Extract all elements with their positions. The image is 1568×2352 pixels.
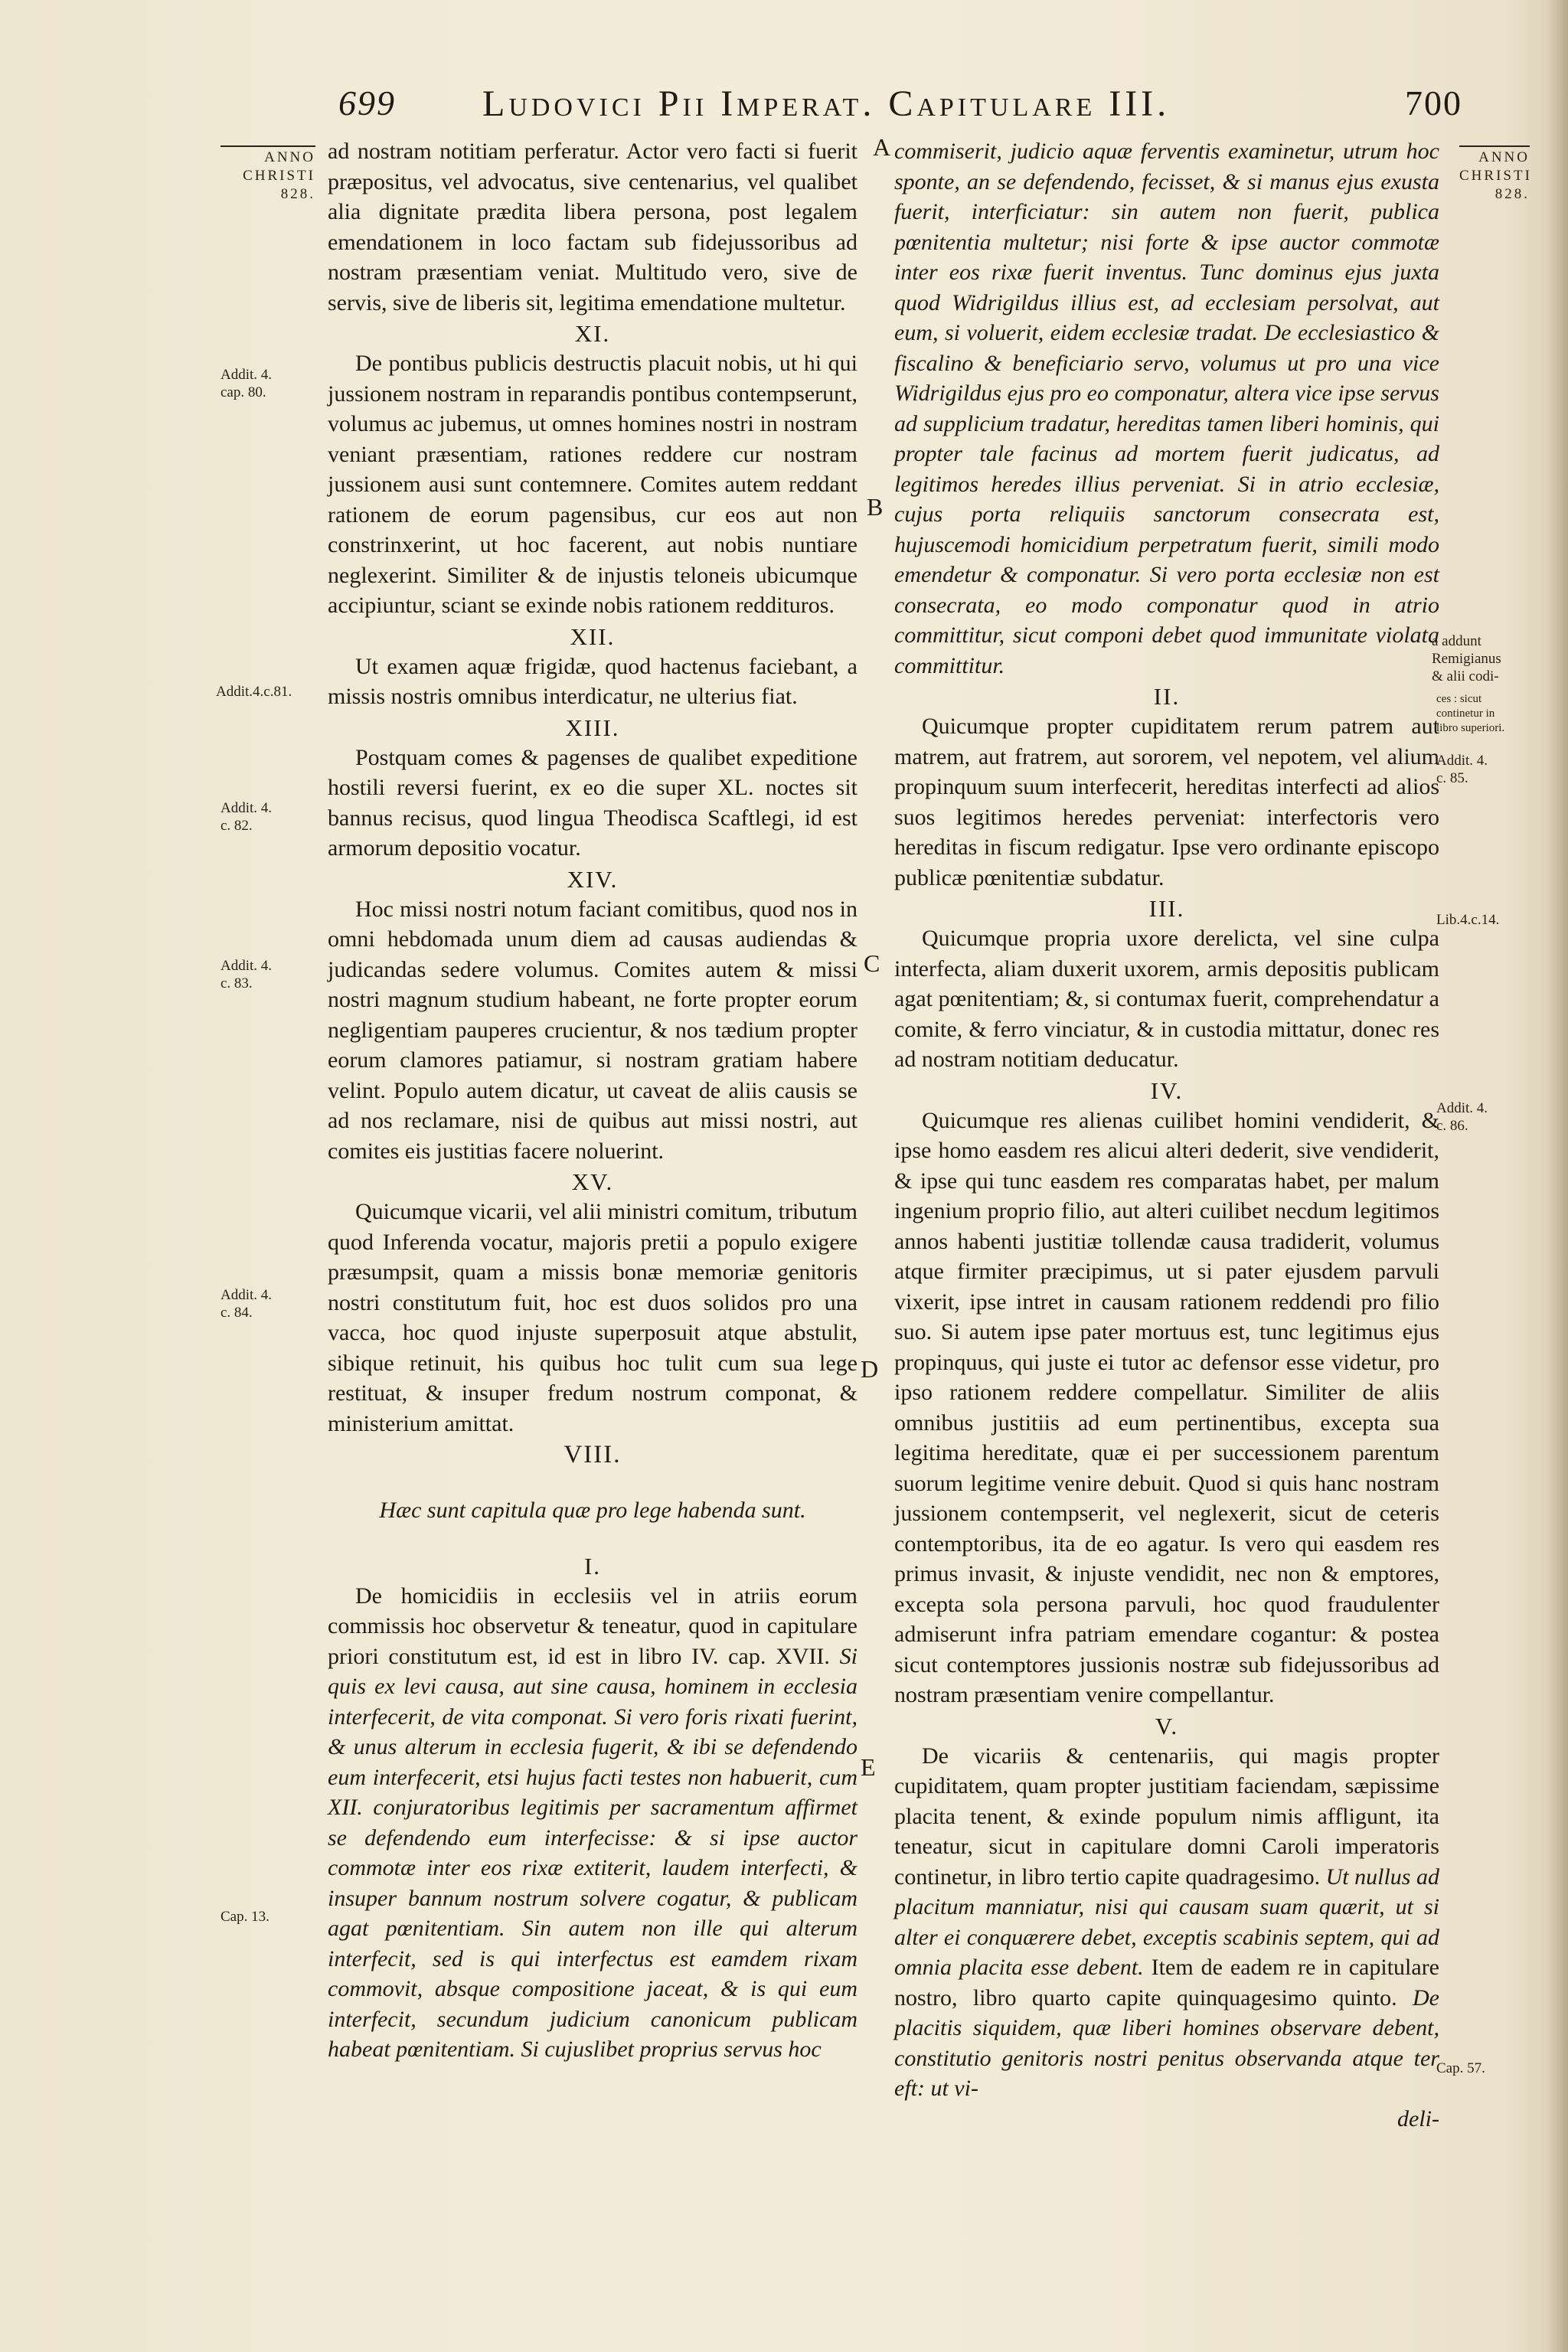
paragraph: ad nostram notitiam perferatur. Actor vero facti si fuerit præpositus, vel advocatus, sive centenarius, vel qualibet alia dignitate prædita libera persona, post legalem emendationem in loco factam sub fidejussoribus ad nostram præsentiam veniat. Multitudo vero, sive de servis, sive de liberis sit, legitima emendatione multetur. <box>328 139 858 315</box>
margin-note-text: Addit. 4. <box>220 800 273 816</box>
section-letter-a: A <box>873 133 891 161</box>
paragraph: De pontibus publicis destructis placuit nobis, ut hi qui jussionem nostram in reparandis pontibus contempserunt, volumus ac jubemus, ut omnes homines nostri in nostram veniant præsentiam, rationes reddere cur nostram jussionem ausi sunt contemnere. Comites autem reddant rationem de eorum pagensibus, cur eos aut non constrinxerint, ut hoc facerent, aut nobis nuntiare neglexerint. Similiter & de injustis teloneis ubicumque accipiuntur, sciant se exinde nobis rationem reddituros. <box>328 351 858 618</box>
paragraph-text: Item de eadem re in capitulare nostro, libro quarto capite quinquagesimo quinto. <box>894 1955 1439 2011</box>
margin-note <box>1436 2060 1485 2077</box>
section-letter-e: E <box>861 1753 876 1781</box>
margin-note-text: Cap. 13. <box>220 1909 270 1925</box>
margin-note-text: c. 84. <box>220 1305 253 1321</box>
page-number-left: 699 <box>338 83 396 122</box>
running-header <box>329 83 1462 129</box>
margin-right-anno <box>1459 145 1530 204</box>
section-number: IV. <box>1150 1076 1184 1104</box>
left-column <box>328 136 858 2065</box>
section-number: V. <box>1155 1712 1179 1740</box>
section-number: XV. <box>571 1168 614 1195</box>
margin-note-text: a addunt <box>1432 633 1481 649</box>
margin-note-text: continetur in <box>1436 707 1495 720</box>
section-number: XI. <box>574 320 611 347</box>
section-letter-d: D <box>861 1355 879 1383</box>
margin-note-text: Lib.4.c.14. <box>1436 912 1500 928</box>
quoted-law-text: commiserit, judicio aquæ ferventis examinetur, utrum hoc sponte, an se defendendo, fecisset, & si manus ejus exusta fuerit, interficiatur: sin autem non fuerit, publica pœnitentia multetur; nisi forte & ipse auctor commotæ inter eos rixæ fuerit inventus. Tunc dominus ejus juxta quod Widrigildus illius est, ad ecclesiam persolvat, aut eum, si voluerit, eidem ecclesiæ tradat. De ecclesiastico & fiscalino & beneficiario servo, volumus ut pro una vice Widrigildus ejus pro eo componatur, altera vice ipse servus ad supplicium tradatur, hereditas tamen liberi hominis, qui propter tale facinus ad mortem fuerit judicatus, ad legitimos heredes illius perveniat. Si in atrio ecclesiæ, cujus porta reliquiis sanctorum consecrata est, hujuscemodi homicidium perpetratum fuerit, simili modo emendetur & componatur. Si vero porta ecclesiæ non est consecrata, eo modo componatur quod in atrio committitur, sicut componi debet quod immunitate violata committitur. <box>894 139 1439 678</box>
christi-label: CHRISTI <box>243 168 315 184</box>
section-number: XIII. <box>565 714 620 741</box>
margin-note-text: Addit. 4. <box>220 958 273 974</box>
paragraph <box>328 1581 858 2065</box>
margin-note-text: Addit.4.c.81. <box>216 684 292 700</box>
section-letter-b: B <box>867 493 884 521</box>
quoted-law-text: De placitis siquidem, quæ liberi homines observare debent, constitutio genitoris nostri penitus observanda atque ter <box>894 1984 1439 2071</box>
margin-note <box>1436 692 1504 736</box>
margin-note-text: Addit. 4. <box>1436 753 1488 769</box>
margin-note-text: & alii codi- <box>1432 668 1499 684</box>
margin-note-text: c. 82. <box>220 818 253 834</box>
catchword: deli- <box>1397 2105 1439 2132</box>
anno-year: 828. <box>1494 186 1530 202</box>
margin-note-text: c. 86. <box>1436 1118 1468 1134</box>
section-number: I. <box>583 1552 602 1579</box>
margin-note <box>1436 911 1499 929</box>
section-letter-c: C <box>864 949 880 977</box>
page-number-right: 700 <box>1405 83 1462 122</box>
right-column <box>894 136 1439 2134</box>
paragraph: Quicumque vicarii, vel alii ministri comitum, tributum quod Inferenda vocatur, majoris pretii a populo exigere præsumpsit, quam a missis bonæ memoriæ genitoris nostri constitutum fuit, hoc est duos solidos pro una vacca, hoc quod injuste superposuit atque abstulit, sibique retinuit, his quibus hoc tulit cum sua lege restituat, & insuper fredum nostrum componat, & ministerium amittat. <box>328 1199 858 1436</box>
section-number: II. <box>1153 683 1181 710</box>
anno-label: ANNO <box>1478 149 1530 165</box>
page-edge-shadow <box>1547 0 1568 2352</box>
paragraph: Hoc missi nostri notum faciant comitibus, quod nos in omni hebdomada unum diem ad causas audiendas & judicandas sedere volumus. Comites autem & missi nostri magnum studium habeant, ne forte propter eorum negligentiam pauperes crucientur, & nos tædium propter eorum clamores patiamur, si nostram gratiam habere velint. Populo autem dicatur, ut caveat de aliis causis se ad nos reclamare, nisi de quibus aut missi nostri, aut comites eis justitias facere noluerint. <box>328 896 858 1164</box>
margin-left-anno <box>220 145 315 204</box>
running-title: Ludovici Pii Imperat. Capitulare III. <box>482 83 1171 124</box>
section-number: III. <box>1148 895 1185 922</box>
quoted-law-text: eft: ut vi- <box>894 2076 978 2101</box>
margin-note-text: ces : sicut <box>1436 693 1482 705</box>
paragraph-text: De vicariis & centenariis, qui magis propter cupiditatem, quam propter justitiam faciendam, sæpissime placita tenent, & exinde populum nimis affligunt, ita teneatur, sicut in capitulare domni Caroli imperatoris continetur, in libro tertio capite quadragesimo. <box>894 1743 1439 1890</box>
margin-note-text: Addit. 4. <box>220 367 273 383</box>
margin-note-text: libro superiori. <box>1436 722 1505 734</box>
margin-note <box>216 683 292 701</box>
margin-note <box>220 1908 270 1926</box>
section-number: XIV. <box>567 865 619 893</box>
chapter-number: VIII. <box>564 1441 622 1468</box>
paragraph: Ut examen aquæ frigidæ, quod hactenus faciebant, a missis nostris omnibus interdicatur, ne ulterius fiat. <box>328 653 858 709</box>
margin-note-text: Addit. 4. <box>1436 1100 1488 1116</box>
rubric: Hæc sunt capitula quæ pro lege habenda sunt. <box>379 1498 806 1523</box>
paragraph-text: De homicidiis in ecclesiis vel in atriis eorum commissis hoc observetur & teneatur, quod in capitulare priori constitutum est, id est in libro IV. cap. XVII. <box>328 1583 858 1669</box>
christi-label: CHRISTI <box>1459 168 1532 184</box>
paragraph <box>894 1741 1439 2104</box>
anno-label: ANNO <box>264 149 315 165</box>
paragraph: Postquam comes & pagenses de qualibet expeditione hostili reversi fuerint, ex eo die super XL. noctes sit bannus recisus, quod lingua Theodisca Scaftlegi, id est armorum depositio vocatur. <box>328 744 858 861</box>
margin-note-text: cap. 80. <box>220 384 266 400</box>
quoted-law-text: Si quis ex levi causa, aut sine causa, hominem in ecclesia interfecerit, de vita componat. Si vero foris rixati fuerint, & unus alterum in ecclesia fugerit, & ibi se defendendo eum interfecerit, etsi hujus facti testes non habuerit, cum XII. conjuratoribus legitimis per sacramentum affirmet se defendendo eum interfecisse: & si ipse auctor commotæ inter eos rixæ extiterit, laudem interfecti, & insuper bannum nostrum solvere cogatur, & publicam agat pœnitentiam. Sin autem non ille qui alterum interfecit, sed is qui interfectus est eamdem rixam commovit, absque compositione jaceat, & is qui eum interfecit, secundum judicium canonicum publicam habeat pœnitentiam. Si cujuslibet proprius servus hoc <box>328 1643 858 2062</box>
margin-note <box>220 366 272 401</box>
margin-note-text: c. 85. <box>1436 770 1468 786</box>
paragraph: Quicumque res alienas cuilibet homini vendiderit, & ipse homo easdem res alicui alteri dederit, sive vendiderit, & ipse qui tunc easdem res comparatas habet, per malum ingenium proprio filio, aut alteri cuilibet necdum legitimos annos habenti justitiæ tollendæ causa tradiderit, volumus atque firmiter præcipimus, ut si pater ejusdem parvuli vixerit, ipse intret in causam rationem reddendi pro filio suo. Si autem ipse pater mortuus est, tunc legitimus ejus propinquus, qui juste ei tutor ac defensor esse videtur, pro ipso rationem reddere compellatur. Similiter de aliis omnibus justitiis ad eum pertinentibus, excepta sua legitima hereditate, quæ ei per successionem parentum suorum legitime venire debuit. Quod si quis hanc nostram jussionem contempserit, vel neglexerit, sicut de ceteris contemptoribus, ita de eo agatur. Is vero qui easdem res primus invasit, & injuste vendidit, nec non & emptores, excepta sola persona parvuli, hoc quod fraudulenter admiserunt infra patriam emendare cogantur: & postea sicut contemptores jussionis nostræ sub fidejussoribus ad nostram præsentiam venire compellantur. <box>894 1107 1439 1707</box>
margin-note-text: c. 83. <box>220 975 253 991</box>
margin-note <box>1436 752 1488 787</box>
paragraph: Quicumque propria uxore derelicta, vel sine culpa interfecta, aliam duxerit uxorem, armis depositis publicam agat pœnitentiam; &, si contumax fuerit, comprehendatur a comite, & ferro vinciatur, & in custodia mittatur, donec res ad nostram notitiam deducatur. <box>894 926 1439 1072</box>
margin-note-text: Remigianus <box>1432 651 1501 667</box>
anno-year: 828. <box>280 186 315 202</box>
margin-note-text: Addit. 4. <box>220 1287 273 1303</box>
margin-note <box>220 957 272 992</box>
margin-note <box>220 799 272 835</box>
margin-note <box>1432 632 1501 685</box>
margin-note <box>1436 1099 1488 1135</box>
margin-note <box>220 1286 272 1321</box>
section-number: XII. <box>570 622 616 650</box>
paragraph: Quicumque propter cupiditatem rerum patrem aut matrem, aut fratrem, aut sororem, vel nepotem, vel alium propinquum suum interfecerit, hereditas interfecti ad alios suos legitimos heredes perveniat: interfectoris vero hereditas in fiscum redigatur. Ipse vero ordinante episcopo publicæ pœnitentiæ subdatur. <box>894 714 1439 890</box>
margin-note-text: Cap. 57. <box>1436 2060 1485 2076</box>
quoted-law-text: Ut nullus ad placitum manniatur, nisi qui causam suam quærit, ut si alter ei conquærere debet, exceptis scabinis septem, qui ad omnia placita esse debent. <box>894 1864 1439 1980</box>
